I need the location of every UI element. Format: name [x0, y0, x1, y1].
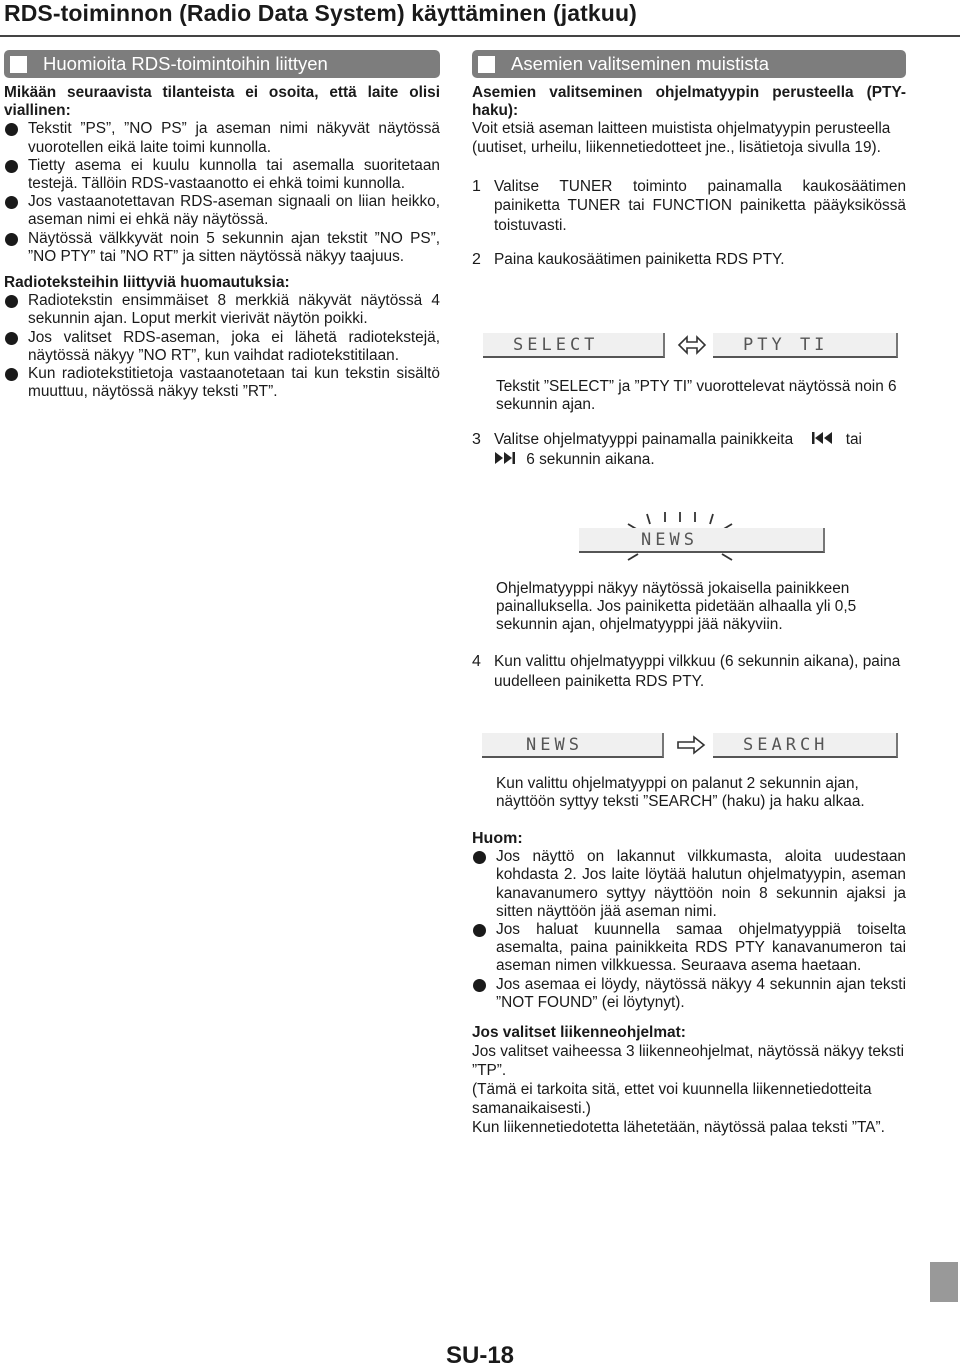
- traffic-text-3: Kun liikennetiedotetta lähetetään, näytössä palaa teksti ”TA”.: [472, 1119, 885, 1137]
- lcd-text: NEWS: [641, 530, 698, 550]
- bullet-icon: [473, 979, 486, 992]
- square-icon: [478, 56, 495, 73]
- lcd-text: PTY TI: [743, 335, 829, 355]
- lcd-display-select: [483, 333, 665, 358]
- side-tab-marker: [930, 1262, 958, 1302]
- bullet-icon: [5, 233, 18, 246]
- step-1: 1 Valitse TUNER toiminto painamalla kaukosäätimen painiketta TUNER tai FUNCTION painiketta pääyksikössä toistuvasti.: [472, 177, 906, 234]
- left-column: [4, 50, 440, 401]
- bullet-icon: [5, 332, 18, 345]
- notes-list: [472, 848, 906, 1012]
- title-rule: [0, 35, 960, 37]
- step-4: 4 Kun valittu ohjelmatyyppi vilkkuu (6 sekunnin aikana), paina uudelleen painiketta RDS PTY.: [472, 653, 901, 690]
- notes-heading: Huom:: [472, 830, 523, 847]
- radiotext-list: [4, 292, 440, 401]
- notes-intro: Mikään seuraavista tilanteista ei osoita, että laite olisi viallinen:: [4, 84, 440, 120]
- lcd-text: SELECT: [513, 335, 599, 355]
- step-3: 3 Valitse ohjelmatyyppi painamalla painikkeita tai 6 sekunnin aikana.: [472, 431, 862, 468]
- caption-select: Tekstit ”SELECT” ja ”PTY TI” vuorottelevat näytössä noin 6 sekunnin ajan.: [496, 378, 897, 414]
- pty-subhead: Asemien valitseminen ohjelmatyypin perusteella (PTY-haku):: [472, 84, 906, 120]
- caption-news: Ohjelmatyyppi näkyy näytössä jokaisella painikkeen painalluksella. Jos painiketta pidetään alhaalla yli 0,5 sekunnin ajan, ohjelmatyyppi jää näkyviin.: [496, 580, 857, 634]
- lcd-text: NEWS: [526, 735, 583, 755]
- right-column: [472, 50, 906, 269]
- square-icon: [10, 56, 27, 73]
- lcd-display-news-blinking: [579, 528, 825, 553]
- list-item: Tietty asema ei kuulu kunnolla tai asemalla suoritetaan testejä. Tällöin RDS-vastaanotto ei ehkä toimi kunnolla.: [4, 157, 440, 193]
- list-item: Tekstit ”PS”, ”NO PS” ja aseman nimi näkyvät näytössä vuorotellen eikä laite toimi kunnolla.: [4, 120, 440, 156]
- list-item: Näytössä välkkyvät noin 5 sekunnin ajan tekstit ”NO PS”, ”NO PTY” tai ”NO RT” ja sitten näytössä näkyy taajuus.: [4, 230, 440, 266]
- section-header-memory: [472, 50, 906, 78]
- caption-search: Kun valittu ohjelmatyyppi on palanut 2 sekunnin ajan, näyttöön syttyy teksti ”SEARCH” (haku) ja haku alkaa.: [496, 775, 865, 811]
- page-number: SU-18: [445, 1342, 515, 1369]
- skip-back-icon: [811, 431, 833, 445]
- bullet-icon: [5, 196, 18, 209]
- traffic-text-1: Jos valitset vaiheessa 3 liikenneohjelmat, näytössä näkyy teksti ”TP”.: [472, 1043, 905, 1080]
- traffic-text-2: (Tämä ei tarkoita sitä, ettet voi kuunnella liikennetiedotteita samanaikaisesti.): [472, 1081, 872, 1118]
- bullet-icon: [5, 368, 18, 381]
- section-header-notes: [4, 50, 440, 78]
- lcd-display-news: [482, 733, 664, 758]
- pty-intro: Voit etsiä aseman laitteen muistista ohjelmatyypin perusteella (uutiset, urheilu, liikennetiedotteet jne., lisätietoja sivulla 19).: [472, 120, 891, 156]
- skip-forward-icon: [494, 451, 516, 465]
- bullet-icon: [5, 123, 18, 136]
- lcd-text: SEARCH: [743, 735, 829, 755]
- section-header-label: Huomioita RDS-toimintoihin liittyen: [43, 53, 328, 74]
- list-item: Kun radiotekstitietoja vastaanotetaan tai kun tekstin sisältö muuttuu, näytössä näkyy teksti ”RT”.: [4, 365, 440, 401]
- notes-list: [4, 120, 440, 266]
- list-item: Jos vastaanotettavan RDS-aseman signaali on liian heikko, aseman nimi ei ehkä näy näytössä.: [4, 193, 440, 229]
- section-header-label: Asemien valitseminen muistista: [511, 53, 770, 74]
- notes-block: [472, 830, 906, 1137]
- bullet-icon: [473, 924, 486, 937]
- alternating-arrow-icon: [677, 335, 707, 355]
- radiotext-subhead: Radioteksteihin liittyviä huomautuksia:: [4, 274, 290, 292]
- list-item: Jos haluat kuunnella samaa ohjelmatyyppiä toiselta asemalta, paina painikkeita RDS PTY kanavanumeron tai aseman nimen vilkkuessa. Seuraava asema haetaan.: [472, 921, 906, 976]
- list-item: Jos näyttö on lakannut vilkkumasta, aloita uudestaan kohdasta 2. Jos laite löytää halutun ohjelmatyypin, aseman kanavanumero syttyy näyttöön noin 8 sekunnin ajaksi ja sitten näyttöön jää aseman nimi.: [472, 848, 906, 921]
- page-title: RDS-toiminnon (Radio Data System) käyttäminen (jatkuu): [4, 0, 637, 26]
- step-number: 2: [472, 250, 481, 268]
- step-2: 2 Paina kaukosäätimen painiketta RDS PTY.: [472, 250, 785, 268]
- lcd-display-search: [713, 733, 898, 758]
- lcd-display-pty: [713, 333, 898, 358]
- step-number: 4: [472, 653, 481, 670]
- bullet-icon: [5, 160, 18, 173]
- arrow-right-icon: [676, 735, 706, 755]
- list-item: Radiotekstin ensimmäiset 8 merkkiä näkyvät näytössä 4 sekunnin ajan. Loput merkit vierivät näytön poikki.: [4, 292, 440, 328]
- bullet-icon: [5, 295, 18, 308]
- traffic-heading: Jos valitset liikenneohjelmat:: [472, 1024, 686, 1042]
- step-number: 3: [472, 431, 481, 448]
- bullet-icon: [473, 851, 486, 864]
- step-number: 1: [472, 177, 481, 195]
- list-item: Jos valitset RDS-aseman, joka ei lähetä radiotekstejä, näytössä näkyy ”NO RT”, kun vaihdat radiotekstitilaan.: [4, 329, 440, 365]
- list-item: Jos asemaa ei löydy, näytössä näkyy 4 sekunnin ajan teksti ”NOT FOUND” (ei löytynyt).: [472, 976, 906, 1012]
